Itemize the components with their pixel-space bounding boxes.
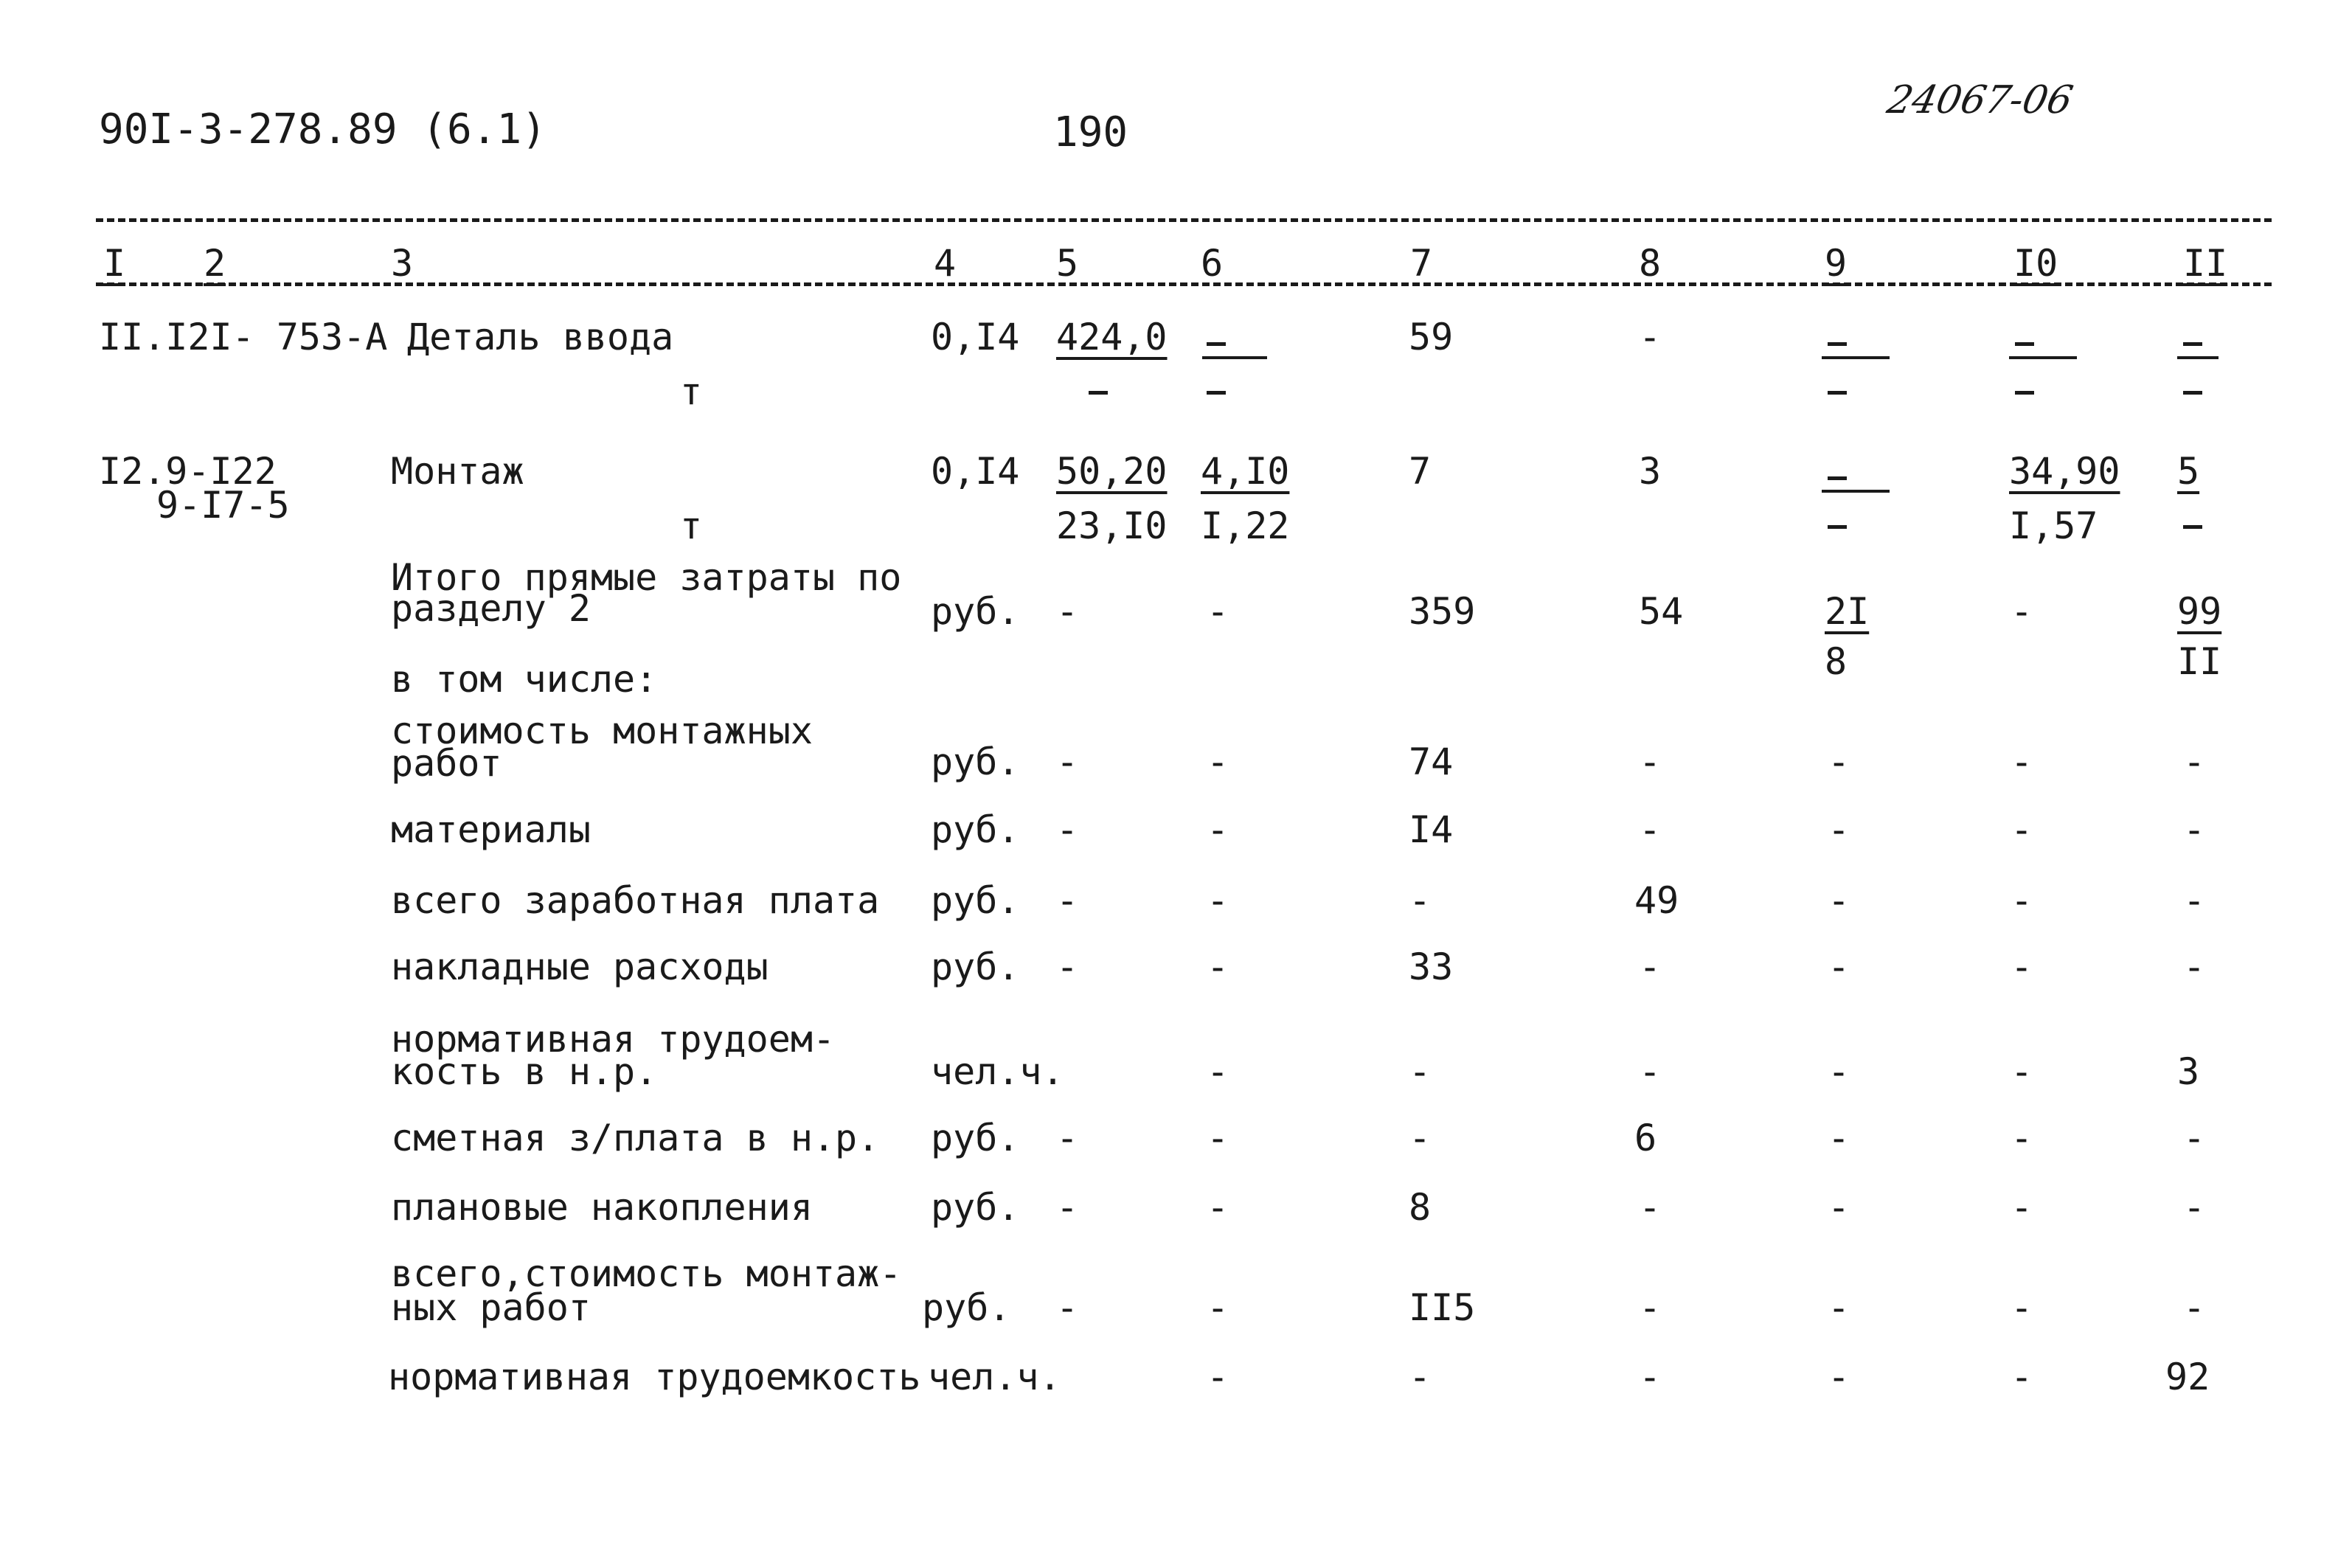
total-cost: II5	[1409, 1286, 1476, 1329]
column-number: 2	[204, 242, 226, 285]
cell-value: -	[1056, 740, 1079, 783]
cell-value: -	[1207, 879, 1229, 922]
cell-value: -	[2183, 1117, 2206, 1159]
cell-value: -	[2011, 1050, 2033, 1093]
header-top-rule	[96, 218, 2272, 222]
item-name: всего заработная плата	[391, 879, 880, 922]
total-cost: 359	[1409, 590, 1476, 633]
cell-value: -	[1639, 740, 1662, 783]
cell-value: -	[1828, 879, 1850, 922]
cell-value: 92	[2165, 1356, 2210, 1398]
cell-value: -	[1828, 1050, 1850, 1093]
cell-value: -	[2183, 740, 2206, 783]
unit-price-denominator: 23,I0	[1056, 504, 1168, 547]
total-cost: 33	[1409, 946, 1454, 988]
item-name-continued: ных работ	[391, 1286, 591, 1329]
cell-value: -	[1639, 1356, 1662, 1398]
cell-value: -	[2183, 1286, 2206, 1329]
header-bottom-rule	[96, 282, 2272, 286]
total-cost: -	[1409, 1356, 1432, 1398]
unit-price-numerator: 50,20	[1056, 450, 1168, 493]
cell-value: -	[1207, 1050, 1229, 1093]
total-cost: 8	[1409, 1186, 1432, 1229]
cell-value: 3	[1639, 450, 1662, 493]
dash-mark	[1828, 342, 1847, 346]
cell-value: -	[1828, 1117, 1850, 1159]
cell-value: -	[1056, 808, 1079, 851]
cell-value: -	[1828, 808, 1850, 851]
total-cost: 74	[1409, 740, 1454, 783]
cell-denominator: II	[2177, 640, 2222, 683]
column-number: 9	[1825, 242, 1848, 285]
cell-value: -	[1828, 1286, 1850, 1329]
cell-value: -	[1828, 1356, 1850, 1398]
cell-value: -	[2183, 879, 2206, 922]
subsection-label: в том числе:	[391, 658, 658, 701]
cell-numerator: 34,90	[2009, 450, 2120, 493]
fraction-bar	[1822, 356, 1890, 359]
item-code: II.I2I- 753-A	[99, 316, 388, 358]
fraction-bar	[1822, 490, 1890, 493]
cell-value: -	[2011, 1356, 2033, 1398]
item-name: плановые накопления	[391, 1186, 813, 1229]
cell-value: -	[2011, 808, 2033, 851]
unit: руб.	[931, 590, 1020, 633]
quantity: 0,I4	[931, 450, 1020, 493]
inventory-number: 24067-06	[1883, 78, 2077, 122]
cell-value: -	[1828, 740, 1850, 783]
cell-value: 54	[1639, 590, 1684, 633]
cell-value: -	[2183, 946, 2206, 988]
wage-numerator: 4,I0	[1201, 450, 1290, 493]
cell-value: -	[1828, 946, 1850, 988]
cell-numerator: 2I	[1825, 590, 1870, 633]
cell-value: -	[1207, 1186, 1229, 1229]
cell-numerator: 5	[2177, 450, 2200, 493]
cell-value: -	[1207, 1286, 1229, 1329]
cell-value: -	[2011, 1186, 2033, 1229]
document-code: 90I-3-278.89 (6.1)	[99, 105, 547, 153]
dash-mark	[1207, 342, 1226, 346]
dash-mark	[2183, 391, 2202, 395]
unit: руб.	[931, 946, 1020, 988]
cell-denominator: I,57	[2009, 504, 2098, 547]
total-cost: -	[1409, 1050, 1432, 1093]
unit: чел.ч.	[931, 1050, 1064, 1093]
dash-mark	[1089, 391, 1108, 395]
cell-value: -	[2011, 590, 2033, 633]
cell-value: -	[1639, 1050, 1662, 1093]
cell-value: 49	[1634, 879, 1679, 922]
column-number: 5	[1056, 242, 1079, 285]
unit: руб.	[922, 1286, 1011, 1329]
cell-value: -	[1639, 1286, 1662, 1329]
unit-ton: т	[680, 504, 703, 547]
page-number: 190	[1053, 108, 1128, 156]
cell-value: 3	[2177, 1050, 2200, 1093]
cell-value: -	[1207, 1356, 1229, 1398]
cell-value: -	[1639, 946, 1662, 988]
cell-value: -	[2183, 1186, 2206, 1229]
cell-numerator: 99	[2177, 590, 2222, 633]
column-number: 4	[934, 242, 957, 285]
item-code: I2.9-I22	[99, 450, 277, 493]
item-name-continued: работ	[391, 742, 502, 785]
cell-value: -	[1056, 1186, 1079, 1229]
cell-value: -	[1056, 1117, 1079, 1159]
unit: чел.ч.	[928, 1356, 1061, 1398]
unit: руб.	[931, 1117, 1020, 1159]
unit-ton: т	[680, 370, 703, 413]
item-name: материалы	[391, 808, 591, 851]
cell-value: -	[2183, 808, 2206, 851]
total-cost: 59	[1409, 316, 1454, 358]
cell-value: -	[1207, 808, 1229, 851]
column-number: 7	[1410, 242, 1433, 285]
cell-value: -	[1056, 590, 1079, 633]
dash-mark	[2015, 391, 2034, 395]
item-name: нормативная трудоемкость	[388, 1356, 921, 1398]
cell-denominator: 8	[1825, 640, 1848, 683]
cell-value: -	[1828, 1186, 1850, 1229]
total-cost: 7	[1409, 450, 1432, 493]
cell-value: -	[1639, 316, 1662, 358]
dash-mark	[2183, 342, 2202, 346]
unit: руб.	[931, 1186, 1020, 1229]
item-name-continued: кость в н.р.	[391, 1050, 658, 1093]
column-number: II	[2183, 242, 2228, 285]
dash-mark	[1207, 391, 1226, 395]
cell-value: -	[1056, 1286, 1079, 1329]
column-number: 6	[1201, 242, 1224, 285]
item-name: сметная з/плата в н.р.	[391, 1117, 880, 1159]
cell-value: -	[1207, 1117, 1229, 1159]
total-cost: I4	[1409, 808, 1454, 851]
column-number: I	[103, 242, 126, 285]
unit-price: 424,0	[1056, 316, 1168, 358]
item-name: Монтаж	[391, 450, 524, 493]
cell-value: 6	[1634, 1117, 1657, 1159]
fraction-bar	[2177, 356, 2219, 359]
wage-denominator: I,22	[1201, 504, 1290, 547]
cell-value: -	[2011, 740, 2033, 783]
item-name-continued: разделу 2	[391, 587, 591, 630]
column-number: 8	[1639, 242, 1662, 285]
fraction-bar	[1202, 356, 1267, 359]
dash-mark	[2015, 342, 2034, 346]
dash-mark	[1828, 391, 1847, 395]
dash-mark	[2183, 525, 2202, 529]
quantity: 0,I4	[931, 316, 1020, 358]
dash-mark	[1828, 525, 1847, 529]
total-cost: -	[1409, 879, 1432, 922]
column-number: 3	[391, 242, 414, 285]
cell-value: -	[2011, 1117, 2033, 1159]
total-cost: -	[1409, 1117, 1432, 1159]
cell-value: -	[1207, 946, 1229, 988]
cell-value: -	[1056, 946, 1079, 988]
unit: руб.	[931, 808, 1020, 851]
item-code-secondary: 9-I7-5	[156, 484, 290, 527]
cell-value: -	[1639, 808, 1662, 851]
cell-value: -	[1639, 1186, 1662, 1229]
cell-value: -	[1056, 879, 1079, 922]
column-number: I0	[2013, 242, 2058, 285]
cell-value: -	[2011, 879, 2033, 922]
cell-value: -	[2011, 946, 2033, 988]
cell-value: -	[2011, 1286, 2033, 1329]
cell-value: -	[1207, 740, 1229, 783]
item-name: всего,стоимость монтаж-	[391, 1252, 902, 1295]
item-name: Итого прямые затраты по	[391, 556, 902, 599]
item-name: стоимость монтажных	[391, 710, 813, 752]
item-name: нормативная трудоем-	[391, 1018, 836, 1061]
dash-mark	[1828, 476, 1847, 480]
cell-value: -	[1207, 590, 1229, 633]
unit: руб.	[931, 879, 1020, 922]
item-name: накладные расходы	[391, 946, 769, 988]
item-name: Деталь ввода	[407, 316, 674, 358]
fraction-bar	[2009, 356, 2077, 359]
unit: руб.	[931, 740, 1020, 783]
